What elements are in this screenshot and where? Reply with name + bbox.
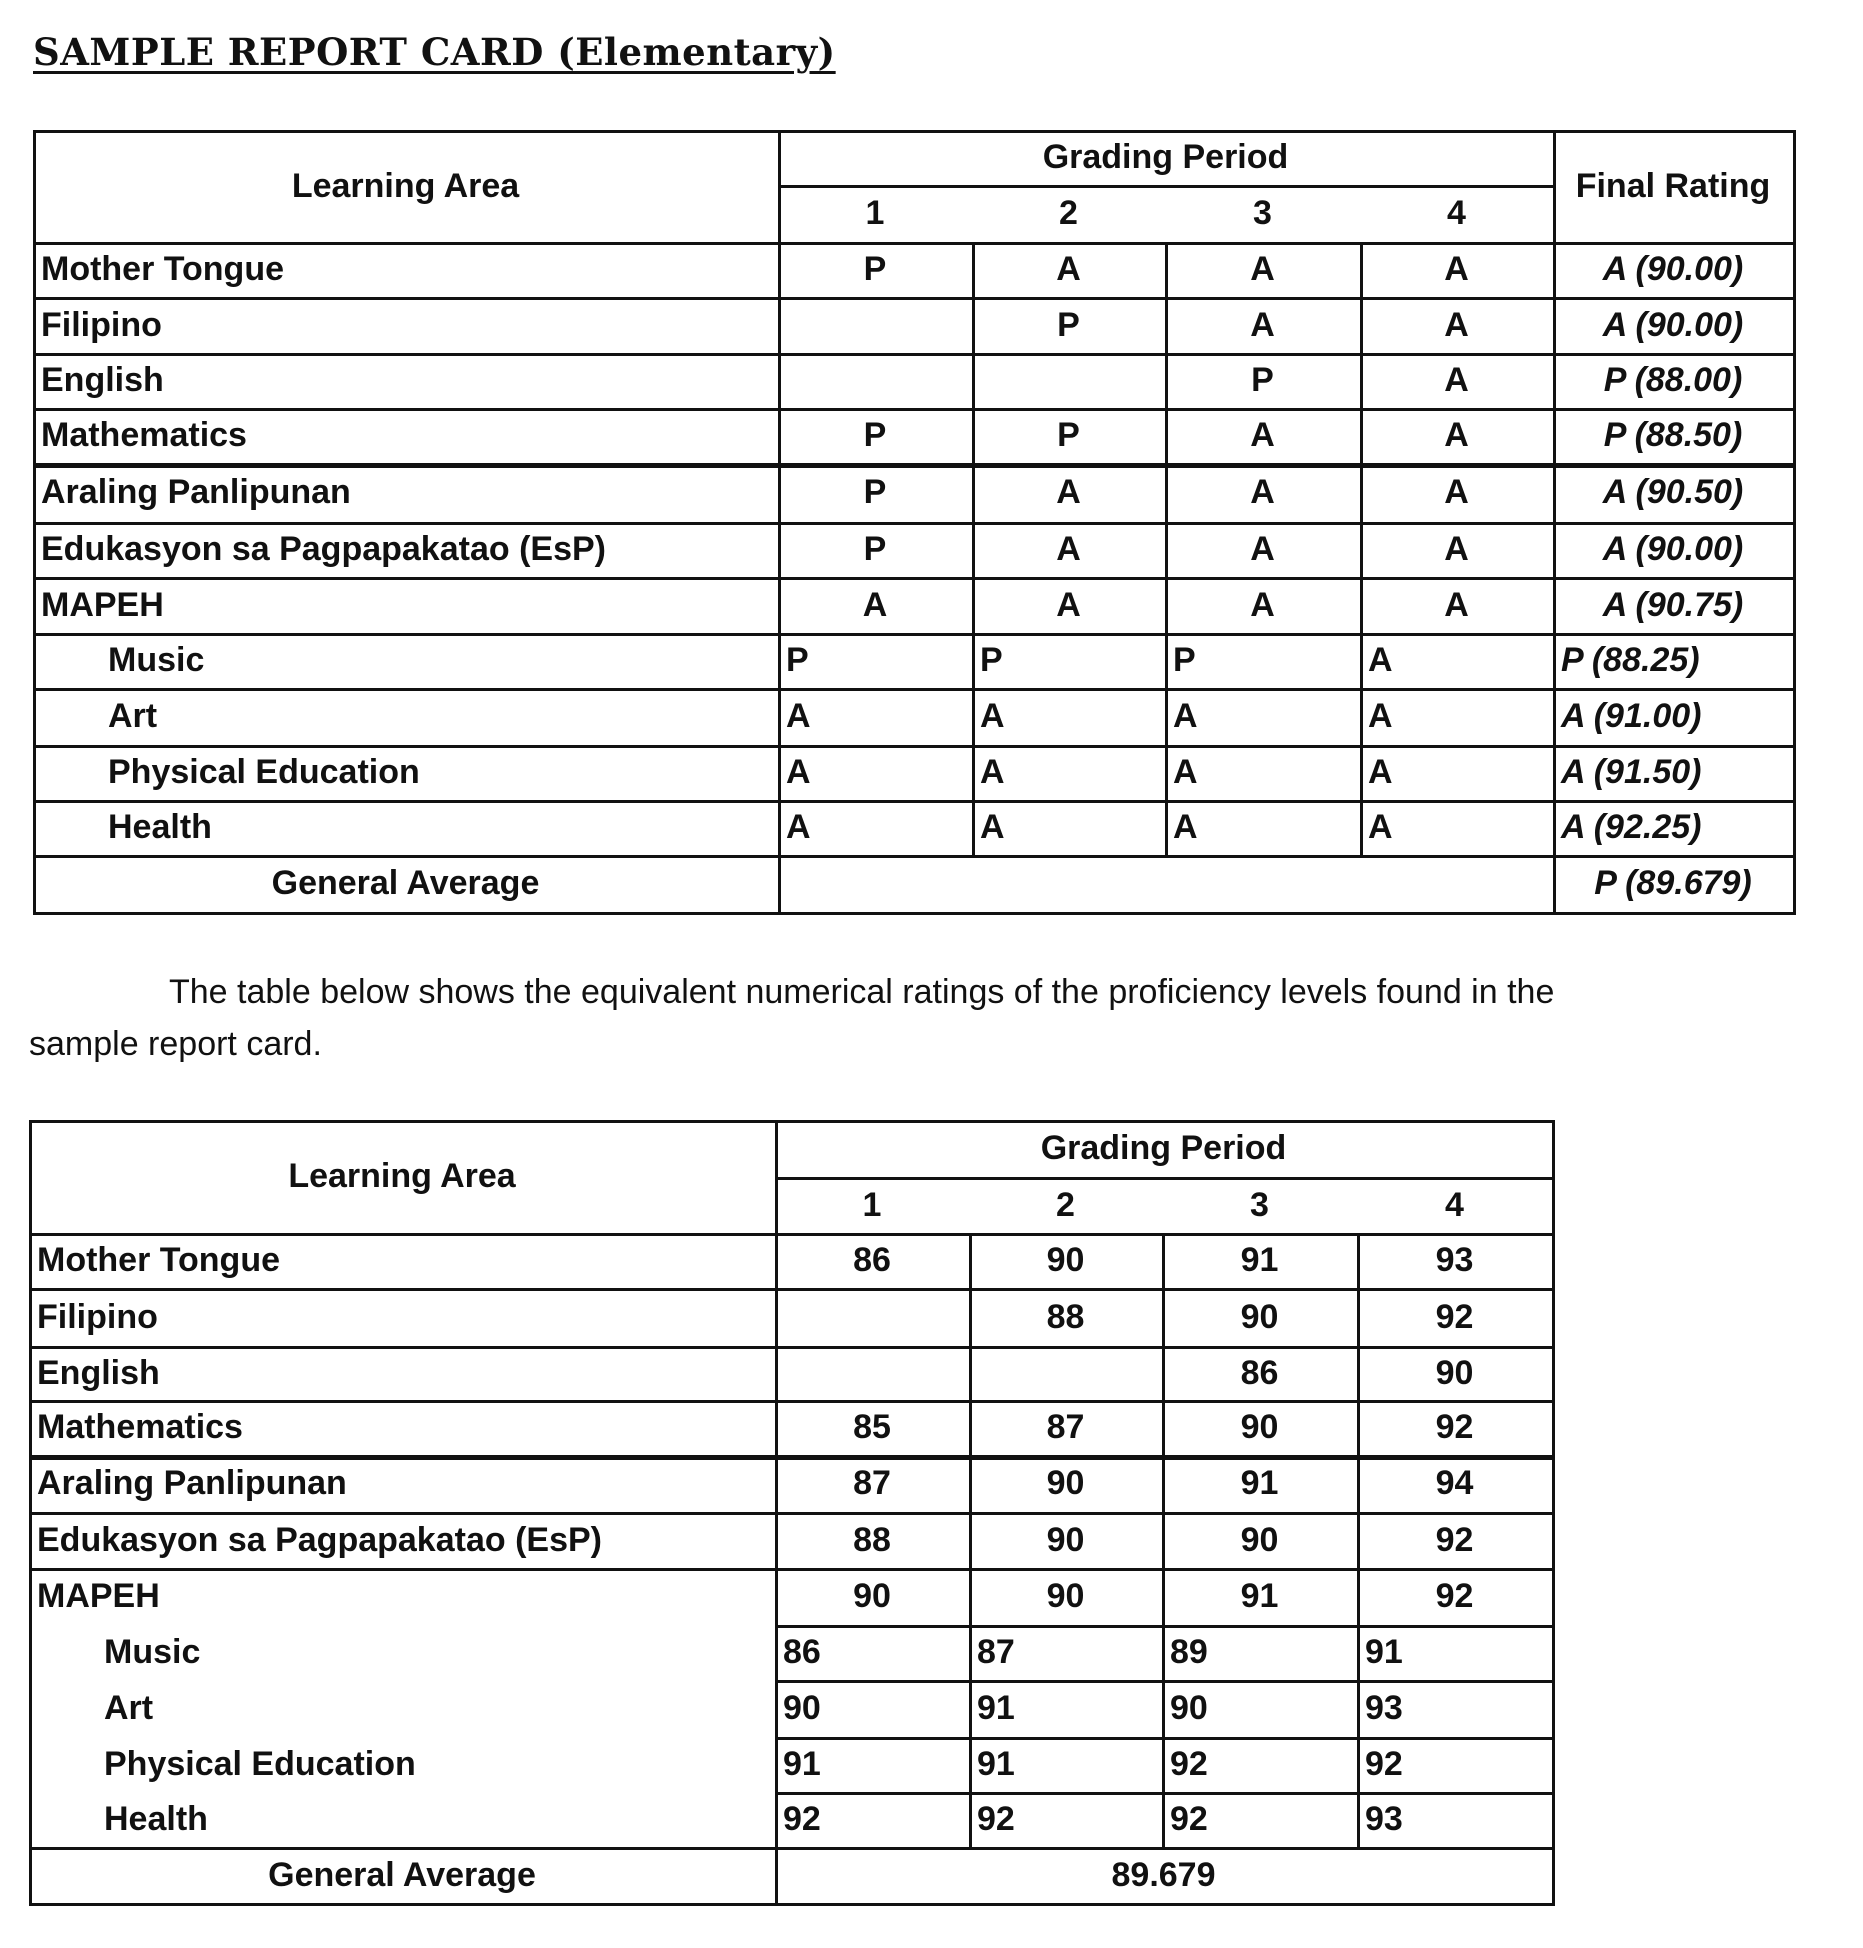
- final-rating: P (88.25): [1561, 641, 1700, 679]
- grade-q3: 92: [1170, 1745, 1208, 1783]
- learning-area-mother-tongue: Mother Tongue: [41, 250, 284, 288]
- grade-q4: A: [1368, 808, 1393, 846]
- grade-q2: 90: [1046, 1241, 1085, 1279]
- grade-q1: 90: [853, 1577, 891, 1615]
- grade-q4: 92: [1435, 1408, 1474, 1446]
- grade-q2: A: [1056, 473, 1081, 511]
- grade-q3: A: [1250, 250, 1275, 288]
- grade-q3: A: [1173, 808, 1198, 846]
- grade-q1: P: [863, 416, 887, 454]
- grade-q1: P: [863, 530, 887, 568]
- grade-q3: 92: [1170, 1800, 1208, 1838]
- grade-q3: 91: [1240, 1577, 1279, 1615]
- grade-q1: 91: [783, 1745, 821, 1783]
- learning-area-filipino: Filipino: [37, 1297, 158, 1336]
- grade-q4: 91: [1365, 1633, 1403, 1671]
- grade-q1: 90: [783, 1689, 821, 1727]
- grade-q3: P: [1251, 361, 1274, 399]
- table-bottom-border: [33, 912, 1796, 915]
- grade-q1: [778, 297, 972, 353]
- final-rating: A (90.00): [1602, 250, 1744, 288]
- grade-q1: [775, 1288, 969, 1346]
- grade-q2: 90: [1046, 1464, 1085, 1502]
- grade-q4: 92: [1435, 1297, 1474, 1336]
- grade-q4: 93: [1365, 1800, 1403, 1838]
- table-right-border: [1793, 130, 1796, 915]
- grade-q2: 87: [977, 1633, 1015, 1671]
- header-period-1: 1: [862, 1185, 882, 1224]
- general-average-label: General Average: [271, 864, 540, 902]
- grade-q1: [775, 1346, 969, 1400]
- grade-q2: P: [1057, 416, 1080, 454]
- grade-q2: A: [980, 697, 1005, 735]
- learning-area-araling-panlipunan: Araling Panlipunan: [41, 473, 351, 511]
- learning-area-araling-panlipunan: Araling Panlipunan: [37, 1464, 347, 1502]
- grade-q2: P: [1057, 305, 1080, 344]
- final-rating: A (90.00): [1602, 530, 1744, 568]
- learning-area-art: Art: [104, 1689, 154, 1727]
- final-rating: A (92.25): [1561, 808, 1702, 846]
- page-title: SAMPLE REPORT CARD (Elementary): [33, 30, 836, 74]
- learning-area-physical-education: Physical Education: [104, 1745, 416, 1783]
- grade-q2: 91: [977, 1689, 1015, 1727]
- final-rating: A (90.50): [1602, 473, 1744, 511]
- grade-q2: A: [1056, 585, 1081, 624]
- grade-q2: 92: [977, 1800, 1015, 1838]
- grade-q1: P: [863, 473, 887, 511]
- header-final-rating: Final Rating: [1575, 166, 1771, 205]
- grade-q4: A: [1368, 641, 1393, 679]
- grade-q3: 90: [1170, 1689, 1208, 1727]
- grade-q3: 89: [1170, 1633, 1208, 1671]
- grade-q1: 88: [853, 1520, 891, 1559]
- header-period-3: 3: [1250, 1185, 1269, 1224]
- table-bottom-border: [29, 1903, 1555, 1906]
- grade-q2: 87: [1046, 1408, 1085, 1446]
- grade-q4: A: [1444, 473, 1469, 511]
- learning-area-mapeh: MAPEH: [37, 1577, 160, 1615]
- grade-q1: [778, 353, 972, 408]
- header-period-4: 4: [1445, 1185, 1464, 1224]
- grade-q2: A: [1056, 530, 1081, 568]
- grade-q4: A: [1444, 305, 1469, 344]
- grade-q2: 91: [977, 1745, 1015, 1783]
- learning-area-health: Health: [108, 808, 212, 846]
- learning-area-music: Music: [104, 1633, 201, 1671]
- final-rating: A (90.00): [1602, 305, 1744, 344]
- grade-q4: A: [1444, 250, 1469, 288]
- grade-q2: A: [980, 753, 1005, 791]
- grade-q2: [972, 353, 1165, 408]
- grade-q4: 94: [1435, 1464, 1474, 1502]
- learning-area-mathematics: Mathematics: [37, 1408, 243, 1446]
- grade-q3: A: [1173, 753, 1198, 791]
- final-rating: P (88.50): [1603, 416, 1743, 454]
- learning-area-filipino: Filipino: [41, 305, 162, 344]
- learning-area-mathematics: Mathematics: [41, 416, 247, 454]
- grade-q2: P: [980, 641, 1003, 679]
- header-grading-period: Grading Period: [1040, 1129, 1287, 1167]
- table-right-border: [1552, 1120, 1555, 1906]
- grade-q3: A: [1250, 416, 1275, 454]
- final-rating: A (91.00): [1561, 697, 1702, 735]
- final-rating: A (90.75): [1602, 585, 1744, 624]
- general-average-value: 89.679: [1111, 1855, 1216, 1894]
- grade-q2: 90: [1046, 1577, 1085, 1615]
- header-period-2: 2: [1056, 1185, 1075, 1224]
- grade-q2: 88: [1046, 1297, 1085, 1336]
- learning-area-physical-education: Physical Education: [108, 753, 420, 791]
- grade-q4: A: [1368, 753, 1393, 791]
- grade-q2: 90: [1046, 1520, 1085, 1559]
- grade-q4: A: [1444, 416, 1469, 454]
- learning-area-art: Art: [108, 697, 158, 735]
- grade-q1: 87: [853, 1464, 891, 1502]
- grade-q1: 92: [783, 1800, 821, 1838]
- grade-q4: 90: [1435, 1353, 1474, 1392]
- general-average-value: P (89.679): [1594, 864, 1752, 902]
- grade-q1: P: [863, 250, 887, 288]
- grade-q4: 92: [1435, 1577, 1474, 1615]
- grade-q2: A: [1056, 250, 1081, 288]
- grade-q3: A: [1250, 585, 1275, 624]
- grade-q3: 91: [1240, 1464, 1279, 1502]
- grade-q1: A: [862, 585, 888, 624]
- learning-area-english: English: [41, 361, 164, 399]
- grade-q2: A: [980, 808, 1005, 846]
- grade-q3: 90: [1240, 1520, 1279, 1559]
- learning-area-health: Health: [104, 1800, 208, 1838]
- grade-q4: A: [1368, 697, 1393, 735]
- grade-q3: 90: [1240, 1297, 1279, 1336]
- header-period-3: 3: [1253, 194, 1272, 232]
- grade-q1: 85: [853, 1408, 891, 1446]
- learning-area-mapeh: MAPEH: [41, 585, 164, 624]
- grade-q2: [969, 1346, 1162, 1400]
- learning-area-edukasyon-sa-pagpapakatao-esp-: Edukasyon sa Pagpapakatao (EsP): [37, 1520, 602, 1559]
- learning-area-edukasyon-sa-pagpapakatao-esp-: Edukasyon sa Pagpapakatao (EsP): [41, 530, 606, 568]
- grade-q4: 93: [1435, 1241, 1474, 1279]
- learning-area-mother-tongue: Mother Tongue: [37, 1241, 280, 1279]
- general-average-label: General Average: [268, 1855, 536, 1894]
- header-period-1: 1: [865, 194, 885, 232]
- grade-q3: 90: [1240, 1408, 1279, 1446]
- header-period-4: 4: [1447, 194, 1466, 232]
- grade-q1: A: [786, 697, 811, 735]
- grade-q4: A: [1444, 585, 1469, 624]
- header-learning-area: Learning Area: [288, 1157, 516, 1195]
- grade-q1: P: [786, 641, 809, 679]
- grade-q3: A: [1250, 530, 1275, 568]
- explanation-paragraph-line-2: sample report card.: [29, 1025, 322, 1063]
- grade-q4: A: [1444, 361, 1469, 399]
- grade-q1: 86: [853, 1241, 891, 1279]
- grade-q4: 92: [1365, 1745, 1403, 1783]
- grade-q4: 93: [1365, 1689, 1403, 1727]
- learning-area-music: Music: [108, 641, 205, 679]
- learning-area-english: English: [37, 1353, 160, 1392]
- header-learning-area: Learning Area: [291, 166, 520, 205]
- header-period-2: 2: [1059, 194, 1078, 232]
- grade-q1: A: [786, 808, 811, 846]
- grade-q3: A: [1173, 697, 1198, 735]
- grade-q3: 86: [1240, 1353, 1279, 1392]
- grade-q3: A: [1250, 473, 1275, 511]
- grade-q3: 91: [1240, 1241, 1279, 1279]
- grade-q4: A: [1444, 530, 1469, 568]
- grade-q1: 86: [783, 1633, 821, 1671]
- grade-q1: A: [786, 753, 811, 791]
- grade-q3: A: [1250, 305, 1275, 344]
- header-grading-period: Grading Period: [1042, 138, 1289, 176]
- grade-q3: P: [1173, 641, 1196, 679]
- grade-q4: 92: [1435, 1520, 1474, 1559]
- explanation-paragraph-line-1: The table below shows the equivalent numerical ratings of the proficiency levels found in the: [169, 973, 1555, 1011]
- final-rating: P (88.00): [1603, 361, 1743, 399]
- final-rating: A (91.50): [1561, 753, 1702, 791]
